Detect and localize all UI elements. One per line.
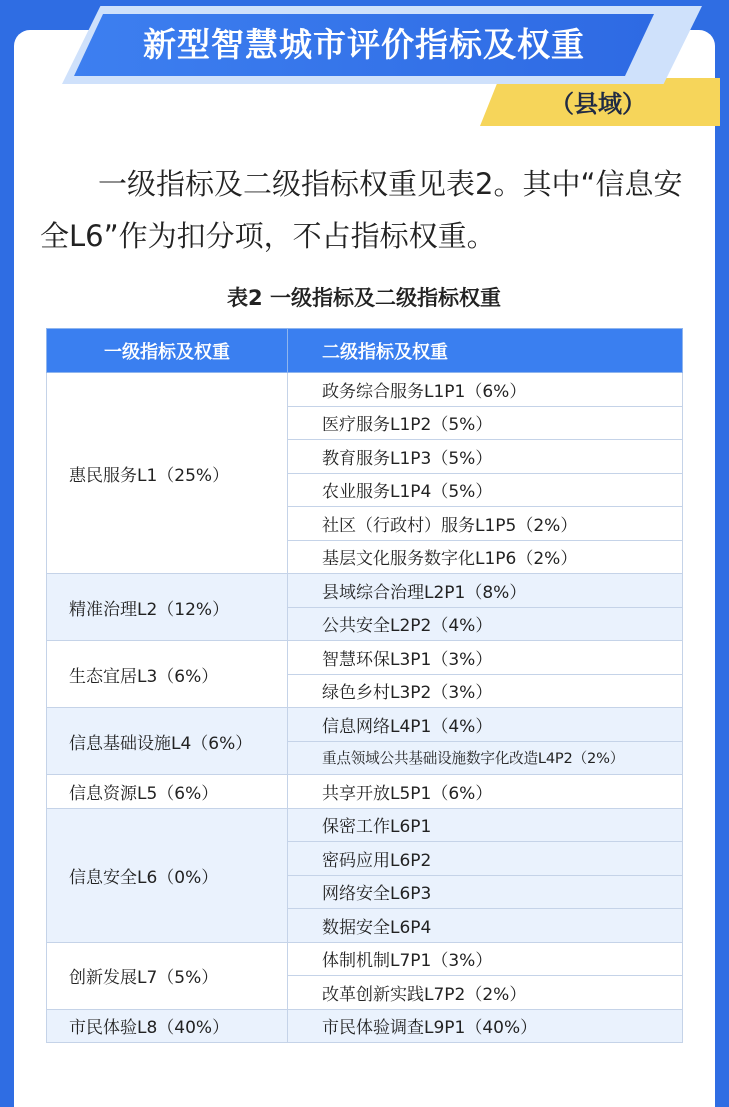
level2-indicator: 共享开放L5P1（6%） — [288, 775, 683, 809]
level1-indicator: 信息安全L6（0%） — [47, 808, 288, 942]
table-row — [47, 808, 683, 842]
header-level2: 二级指标及权重 — [288, 329, 683, 373]
level2-indicator: 公共安全L2P2（4%） — [288, 607, 683, 641]
level1-indicator: 惠民服务L1（25%） — [47, 373, 288, 574]
level1-indicator: 市民体验L8（40%） — [47, 1009, 288, 1043]
level2-indicator: 密码应用L6P2 — [288, 842, 683, 876]
table-row — [47, 373, 683, 407]
level1-indicator: 信息基础设施L4（6%） — [47, 708, 288, 775]
page-title: 新型智慧城市评价指标及权重 — [143, 25, 585, 64]
level2-indicator: 政务综合服务L1P1（6%） — [288, 373, 683, 407]
level2-indicator: 网络安全L6P3 — [288, 875, 683, 909]
level2-indicator: 改革创新实践L7P2（2%） — [288, 976, 683, 1010]
level2-indicator: 县域综合治理L2P1（8%） — [288, 574, 683, 608]
table-caption: 表2 一级指标及二级指标权重 — [227, 286, 501, 310]
table-body — [47, 373, 683, 1043]
table-row — [47, 574, 683, 608]
level2-indicator: 智慧环保L3P1（3%） — [288, 641, 683, 675]
level2-indicator: 市民体验调查L9P1（40%） — [288, 1009, 683, 1043]
level2-indicator: 医疗服务L1P2（5%） — [288, 406, 683, 440]
level2-indicator: 教育服务L1P3（5%） — [288, 440, 683, 474]
level1-indicator: 信息资源L5（6%） — [47, 775, 288, 809]
level2-indicator: 农业服务L1P4（5%） — [288, 473, 683, 507]
level2-indicator: 信息网络L4P1（4%） — [288, 708, 683, 742]
level2-indicator: 基层文化服务数字化L1P6（2%） — [288, 540, 683, 574]
level1-indicator: 生态宜居L3（6%） — [47, 641, 288, 708]
intro-paragraph: 一级指标及二级指标权重见表2。其中“信息安全L6”作为扣分项，不占指标权重。 — [40, 167, 683, 253]
level2-indicator: 保密工作L6P1 — [288, 808, 683, 842]
table-row — [47, 641, 683, 675]
level2-indicator: 重点领域公共基础设施数字化改造L4P2（2%） — [288, 741, 683, 775]
table-row — [47, 1009, 683, 1043]
table-row — [47, 708, 683, 742]
level2-indicator: 体制机制L7P1（3%） — [288, 942, 683, 976]
header-level1: 一级指标及权重 — [47, 329, 288, 373]
level1-indicator: 创新发展L7（5%） — [47, 942, 288, 1009]
level1-indicator: 精准治理L2（12%） — [47, 574, 288, 641]
page-subtitle: （县域） — [550, 90, 646, 118]
table-header-row — [47, 329, 683, 373]
weights-table — [46, 328, 683, 1043]
level2-indicator: 社区（行政村）服务L1P5（2%） — [288, 507, 683, 541]
level2-indicator: 数据安全L6P4 — [288, 909, 683, 943]
table-row — [47, 942, 683, 976]
level2-indicator: 绿色乡村L3P2（3%） — [288, 674, 683, 708]
table-row — [47, 775, 683, 809]
